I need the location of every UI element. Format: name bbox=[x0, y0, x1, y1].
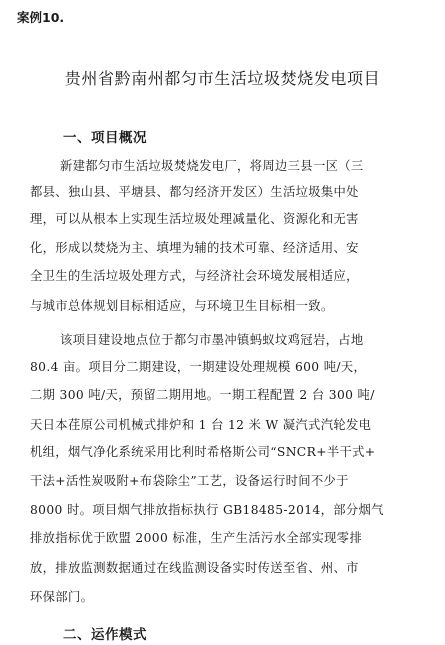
text-line: 环保部门。 bbox=[30, 590, 94, 604]
section-heading-operation-mode: 二、运作模式 bbox=[63, 627, 147, 643]
text-line: 排放指标优于欧盟 2000 标准，生产生活污水全部实现零排 bbox=[30, 531, 363, 545]
document-title: 贵州省黔南州都匀市生活垃圾焚烧发电项目 bbox=[64, 69, 381, 88]
text-line: 该项目建设地点位于都匀市墨冲镇蚂蚁坟鸡冠岩，占地 bbox=[60, 333, 364, 347]
text-line: 都县、独山县、平塘县、都匀经济开发区）生活垃圾集中处 bbox=[30, 185, 359, 199]
text-line: 二期 300 吨/天，预留二期用地。一期工程配置 2 台 300 吨/ bbox=[30, 388, 375, 402]
text-line: 化，形成以焚烧为主、填埋为辅的技术可靠、经济适用、安 bbox=[30, 241, 359, 255]
section-heading-overview: 一、项目概况 bbox=[63, 130, 147, 146]
text-line: 新建都匀市生活垃圾焚烧发电厂，将周边三县一区（三 bbox=[60, 159, 364, 173]
text-line: 全卫生的生活垃圾处理方式，与经济社会环境发展相适应， bbox=[30, 269, 359, 283]
text-line: 干法+活性炭吸附+布袋除尘”工艺，设备运行时间不少于 bbox=[30, 474, 349, 488]
text-line: 8000 时。项目烟气排放指标执行 GB18485-2014，部分烟气 bbox=[30, 503, 384, 517]
text-line: 天日本荏原公司机械式排炉和 1 台 12 米 W 凝汽式汽轮发电 bbox=[30, 418, 372, 432]
text-line: 与城市总体规划目标相适应，与环境卫生目标相一致。 bbox=[30, 299, 334, 313]
text-line: 放，排放监测数据通过在线监测设备实时传送至省、州、市 bbox=[30, 561, 359, 575]
text-line: 理，可以从根本上实现生活垃圾处理减量化、资源化和无害 bbox=[30, 212, 359, 226]
case-label: 案例10. bbox=[17, 10, 65, 25]
text-line: 80.4 亩。项目分二期建设，一期建设处理规模 600 吨/天， bbox=[30, 360, 367, 374]
text-line: 机组，烟气净化系统采用比利时希格斯公司“SNCR+半干式+ bbox=[30, 445, 376, 459]
